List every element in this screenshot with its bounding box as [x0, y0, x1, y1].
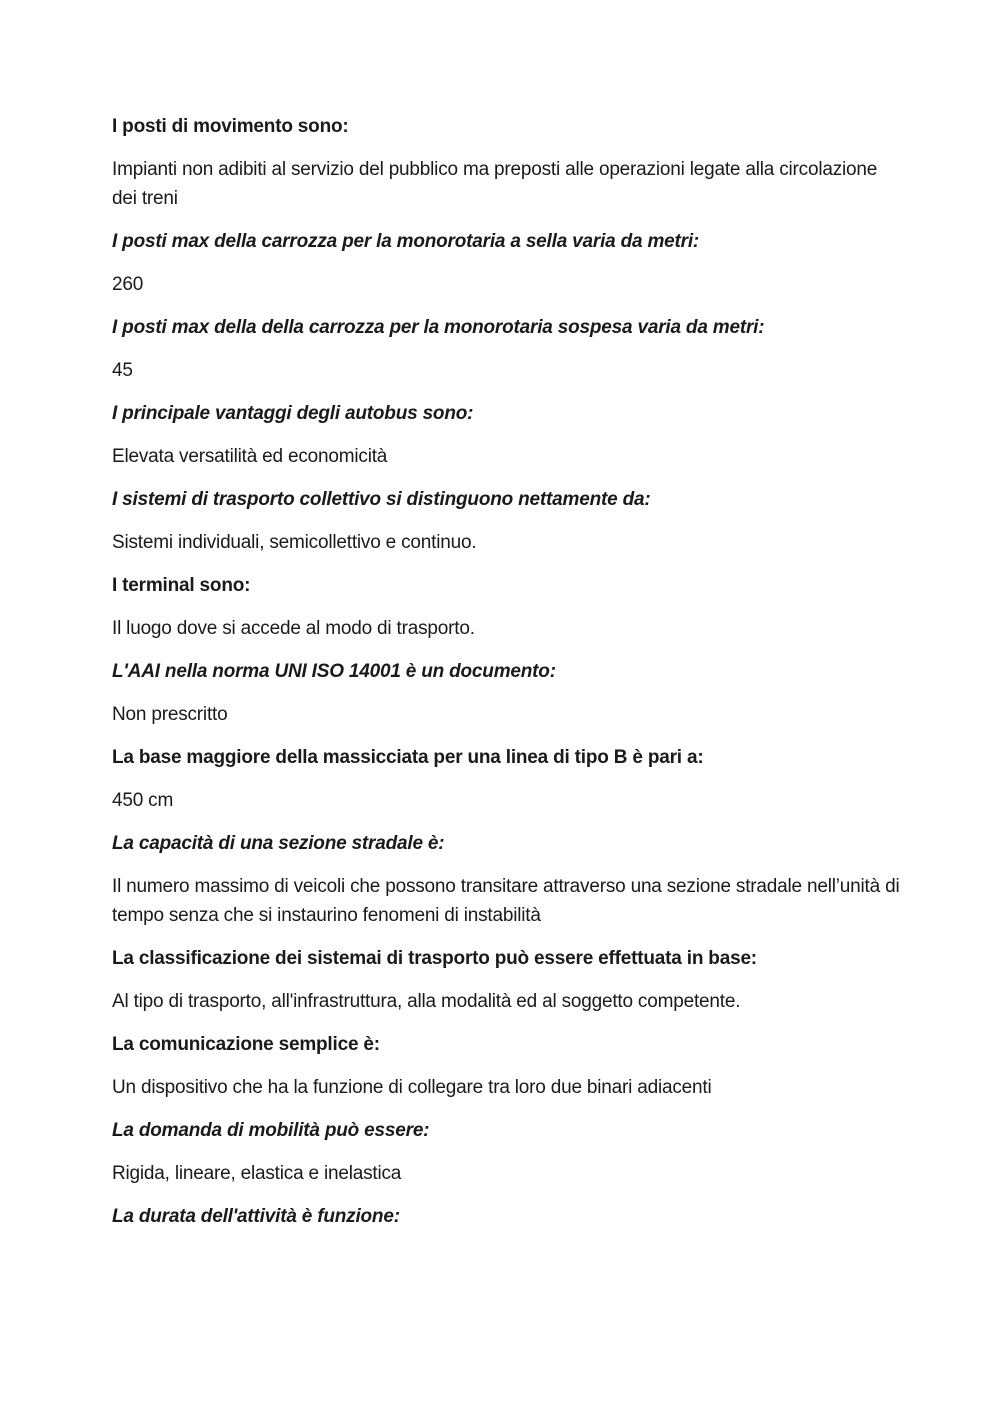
qa-item	[112, 399, 902, 471]
answer-text: Impianti non adibiti al servizio del pubblico ma preposti alle operazioni legate alla circolazione dei treni	[112, 159, 878, 209]
answer-text: Rigida, lineare, elastica e inelastica	[112, 1163, 402, 1184]
question-text: La comunicazione semplice è:	[112, 1034, 380, 1055]
qa-item	[112, 657, 902, 729]
answer-text: 45	[112, 360, 133, 381]
qa-item	[112, 313, 902, 385]
answer-text: Elevata versatilità ed economicità	[112, 446, 388, 467]
answer-text: Il luogo dove si accede al modo di trasporto.	[112, 618, 475, 639]
question-text: I principale vantaggi degli autobus sono:	[112, 403, 474, 424]
qa-item	[112, 571, 902, 643]
answer-text: Sistemi individuali, semicollettivo e continuo.	[112, 532, 477, 553]
question-text: La base maggiore della massicciata per una linea di tipo B è pari a:	[112, 747, 704, 768]
document-page	[112, 112, 902, 1245]
answer-text: Al tipo di trasporto, all'infrastruttura, alla modalità ed al soggetto competente.	[112, 991, 741, 1012]
qa-item	[112, 1030, 902, 1102]
question-text: La domanda di mobilità può essere:	[112, 1120, 430, 1141]
answer-text: 450 cm	[112, 790, 174, 811]
question-text: I terminal sono:	[112, 575, 251, 596]
answer-text: Il numero massimo di veicoli che possono transitare attraverso una sezione stradale nell’unità di tempo senza che si instaurino fenomeni di instabilità	[112, 876, 900, 926]
qa-item	[112, 112, 902, 213]
question-text: I posti max della carrozza per la monorotaria a sella varia da metri:	[112, 231, 700, 252]
question-text: La capacità di una sezione stradale è:	[112, 833, 445, 854]
qa-item	[112, 829, 902, 930]
answer-text: Un dispositivo che ha la funzione di collegare tra loro due binari adiacenti	[112, 1077, 712, 1098]
question-text: I posti di movimento sono:	[112, 116, 349, 137]
answer-text: 260	[112, 274, 144, 295]
answer-text: Non prescritto	[112, 704, 228, 725]
question-text: L'AAI nella norma UNI ISO 14001 è un documento:	[112, 661, 556, 682]
question-text: I sistemi di trasporto collettivo si distinguono nettamente da:	[112, 489, 651, 510]
question-text: I posti max della della carrozza per la monorotaria sospesa varia da metri:	[112, 317, 765, 338]
qa-item	[112, 944, 902, 1016]
question-text: La durata dell'attività è funzione:	[112, 1206, 400, 1227]
qa-item	[112, 485, 902, 557]
qa-item	[112, 227, 902, 299]
qa-item	[112, 1202, 902, 1231]
qa-item	[112, 1116, 902, 1188]
qa-item	[112, 743, 902, 815]
question-text: La classificazione dei sistemai di trasporto può essere effettuata in base:	[112, 948, 757, 969]
